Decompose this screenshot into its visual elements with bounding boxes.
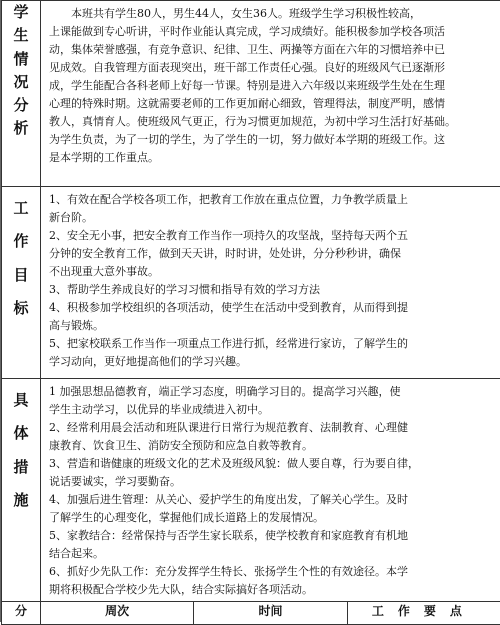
label-char: 作 (13, 230, 28, 253)
student-situation-row (2, 1, 500, 187)
specific-measures-content-cell (41, 379, 500, 602)
text-line: 5、家教结合：经常保持与否学生家长联系，使学校教育和家庭教育有机地 (49, 527, 492, 545)
label-char: 施 (13, 489, 28, 512)
student-situation-label-cell (2, 1, 41, 187)
label-char: 况 (13, 71, 28, 94)
specific-measures-label-cell (2, 379, 41, 602)
label-char: 情 (13, 48, 28, 71)
text-line: 教人，真情育人。使班级风气更正，行为习惯更加规范，为初中学习生活打好基础。 (49, 113, 492, 131)
text-line: 4、积极参加学校组织的各项活动，使学生在活动中受到教育，从而得到提 (49, 299, 492, 317)
week-column-header: 周次 (41, 602, 194, 625)
text-line: 1 加强思想品德教育，端正学习态度，明确学习目的。提高学习兴趣，使 (49, 383, 492, 401)
label-char: 分 (13, 94, 28, 117)
text-line: 6、抓好少先队工作：充分发挥学生特长、张扬学生个性的有效途径。本学 (49, 563, 492, 581)
text-line: 本班共有学生80人，男生44人，女生36人。班级学生学习积极性较高， (49, 5, 492, 23)
text-line: 说话要诚实，学习要勤奋。 (49, 473, 492, 491)
label-char: 工 (13, 197, 28, 220)
label-char: 析 (13, 117, 28, 140)
label-char: 措 (13, 456, 28, 479)
work-points-column-header: 工作要点 (347, 602, 500, 625)
text-line: 心理的特殊时期。这就需要老师的工作更加耐心细致，管理得法，制度严明，感情 (49, 95, 492, 113)
text-line: 见成效。自我管理方面表现突出，班干部工作责任心强。良好的班级风气已逐渐形 (49, 59, 492, 77)
student-situation-label (13, 1, 28, 141)
text-line: 上课能做到专心听讲，平时作业能认真完成，学习成绩好。能积极参加学校各项活 (49, 23, 492, 41)
text-line: 2、安全无小事，把安全教育工作当作一项持久的攻坚战，坚持每天两个五 (49, 227, 492, 245)
text-line: 为学生负责，为了一切的学生，为了学生的一切，努力做好本学期的班级工作。这 (49, 131, 492, 149)
text-line: 高与锻炼。 (49, 317, 492, 335)
text-line: 成，学生能配合各科老师上好每一节课。特别是进入六年级以来班级学生处在生理 (49, 77, 492, 95)
student-situation-text (41, 1, 500, 169)
label-char: 目 (13, 264, 28, 287)
text-line: 动，集体荣誉感强，有竞争意识、纪律、卫生、两操等方面在六年的习惯培养中已 (49, 41, 492, 59)
label-char: 标 (13, 297, 28, 320)
specific-measures-text (41, 379, 500, 601)
work-plan-table (1, 0, 500, 625)
text-line: 3、营造和谐健康的班级文化的艺术及班级风貌：做人要自尊，行为要自律， (49, 455, 492, 473)
text-line: 期将积极配合学校少先大队，结合实际搞好各项活动。 (49, 581, 492, 599)
specific-measures-row (2, 379, 500, 602)
text-line: 结合起来。 (49, 545, 492, 563)
text-line: 4、加强后进生管理：从关心、爱护学生的角度出发，了解关心学生。及时 (49, 491, 492, 509)
label-char: 学 (13, 1, 28, 24)
schedule-label-cell: 分 (2, 602, 41, 625)
text-line: 康教育、饮食卫生、消防安全预防和应急自救等教育。 (49, 437, 492, 455)
text-line: 了解学生的心理变化，掌握他们成长道路上的发展情况。 (49, 509, 492, 527)
label-char: 体 (13, 422, 28, 445)
label-char: 具 (13, 389, 28, 412)
work-goals-content-cell (41, 187, 500, 379)
text-line: 学习动向，更好地提高他们的学习兴趣。 (49, 353, 492, 371)
specific-measures-label (13, 379, 28, 522)
text-line: 2、经常利用晨会活动和班队课进行日常行为规范教育、法制教育、心理健 (49, 419, 492, 437)
label-char: 生 (13, 24, 28, 47)
text-line: 新台阶。 (49, 209, 492, 227)
text-line: 分钟的安全教育工作，做到天天讲，时时讲，处处讲，分分秒秒讲，确保 (49, 245, 492, 263)
schedule-header-row (2, 602, 500, 625)
text-line: 1、有效在配合学校各项工作，把教育工作放在重点位置，力争教学质量上 (49, 191, 492, 209)
work-goals-text (41, 187, 500, 373)
text-line: 学生主动学习，以优异的毕业成绩进入初中。 (49, 401, 492, 419)
work-goals-label-cell (2, 187, 41, 379)
text-line: 是本学期的工作重点。 (49, 149, 492, 167)
text-line: 不出现重大意外事故。 (49, 263, 492, 281)
text-line: 3、帮助学生养成良好的学习习惯和指导有效的学习方法 (49, 281, 492, 299)
work-goals-row (2, 187, 500, 379)
text-line: 5、把家校联系工作当作一项重点工作进行抓，经常进行家访，了解学生的 (49, 335, 492, 353)
time-column-header: 时间 (194, 602, 347, 625)
work-goals-label (13, 187, 28, 330)
student-situation-content-cell (41, 1, 500, 187)
